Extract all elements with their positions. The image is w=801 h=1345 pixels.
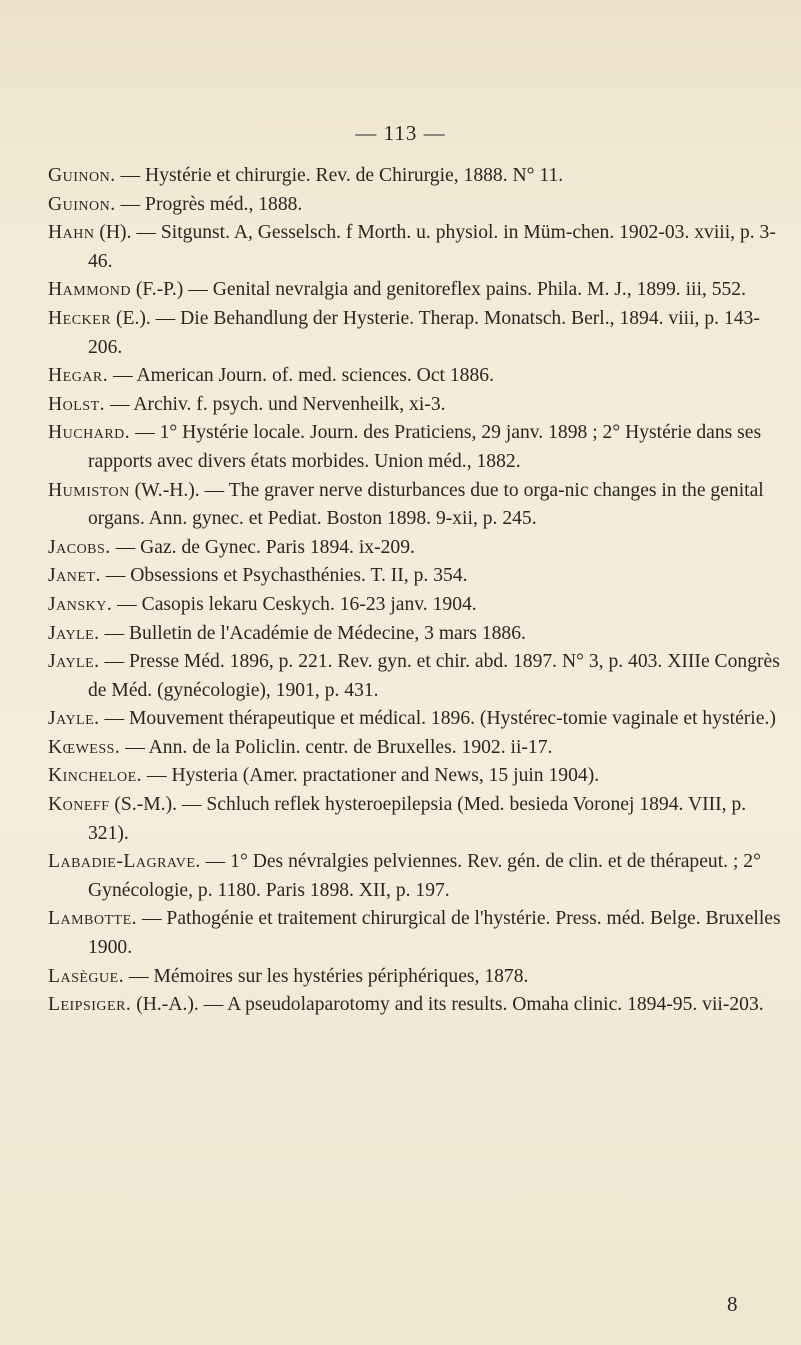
entry-author: Jacobs. <box>48 536 111 558</box>
bibliography-entry <box>48 391 783 420</box>
bibliography-entry <box>48 276 783 305</box>
entry-author: Jayle. <box>48 622 100 644</box>
signature-mark: 8 <box>727 1292 738 1316</box>
entry-author: Hecker <box>48 307 112 329</box>
entry-text: — Hysteria (Amer. practationer and News, 15 juin 1904). <box>142 765 600 787</box>
bibliography-entry <box>48 162 783 191</box>
entry-author: Hegar. <box>48 365 109 387</box>
entry-text: (W.-H.). — The graver nerve disturbances due to orga-nic changes in the genital organs. Ann. gynec. et Pediat. Boston 1898. 9-xii, p. 245. <box>88 479 764 530</box>
entry-author: Labadie-Lagrave. <box>48 851 201 873</box>
entry-text: — Ann. de la Policlin. centr. de Bruxelles. 1902. ii-17. <box>120 736 553 758</box>
entry-text: (H.-A.). — A pseudolaparotomy and its results. Omaha clinic. 1894-95. vii-203. <box>131 994 764 1016</box>
bibliography-entry <box>48 905 783 962</box>
entry-author: Hammond <box>48 279 131 301</box>
bibliography-entry <box>48 963 783 992</box>
entry-author: Janet. <box>48 565 101 587</box>
entry-author: Jayle. <box>48 708 100 730</box>
bibliography-entry <box>48 362 783 391</box>
entry-text: (H). — Sitgunst. A, Gesselsch. f Morth. u. physiol. in Müm-chen. 1902-03. xviii, p. 3-46. <box>88 222 776 272</box>
entry-text: (E.). — Die Behandlung der Hysterie. Therap. Monatsch. Berl., 1894. viii, p. 143-206. <box>88 307 760 358</box>
entry-author: Leipsiger. <box>48 994 132 1016</box>
bibliography-entry <box>48 791 783 848</box>
entry-text: — Bulletin de l'Académie de Médecine, 3 mars 1886. <box>99 622 526 644</box>
entry-text: — Progrès méd., 1888. <box>115 193 303 215</box>
bibliography-entry <box>48 219 783 276</box>
entry-text: — Presse Méd. 1896, p. 221. Rev. gyn. et chir. abd. 1897. N° 3, p. 403. XIIIe Congrès de Méd. (gynécologie), 1901, p. 431. <box>88 651 780 701</box>
entry-author: Kincheloe. <box>48 765 143 787</box>
entry-author: Guinon. <box>48 165 116 186</box>
entry-text: — Hystérie et chirurgie. Rev. de Chirurgie, 1888. N° 11. <box>115 165 564 186</box>
entry-author: Kœwess. <box>48 736 121 758</box>
bibliography-entry <box>48 648 783 705</box>
entry-author: Guinon. <box>48 193 116 215</box>
entry-author: Koneff <box>48 794 110 816</box>
entry-text: — Casopis lekaru Ceskych. 16-23 janv. 1904. <box>112 593 477 615</box>
entry-author: Lambotte. <box>48 908 138 930</box>
bibliography-entry <box>48 734 783 763</box>
entry-author: Hahn <box>48 222 95 244</box>
entry-text: — 1° Hystérie locale. Journ. des Praticiens, 29 janv. 1898 ; 2° Hystérie dans ses rapports avec divers états morbides. Union méd., 1882. <box>88 422 762 472</box>
page-number: — 113 — <box>355 121 446 145</box>
entry-author: Huchard. <box>48 422 131 444</box>
entry-author: Lasègue. <box>48 965 125 987</box>
bibliography-list <box>48 162 783 1020</box>
entry-author: Jansky. <box>48 593 113 615</box>
entry-author: Humiston <box>48 479 130 501</box>
entry-text: — Archiv. f. psych. und Nervenheilk, xi-3. <box>105 393 446 415</box>
entry-text: — Mémoires sur les hystéries périphériques, 1878. <box>124 965 529 987</box>
entry-author: Jayle. <box>48 651 100 673</box>
bibliography-entry <box>48 848 783 905</box>
bibliography-entry <box>48 305 783 362</box>
bibliography-entry <box>48 191 783 220</box>
bibliography-entry <box>48 477 783 534</box>
bibliography-entry <box>48 705 783 734</box>
entry-text: (F.-P.) — Genital nevralgia and genitoreflex pains. Phila. M. J., 1899. iii, 552. <box>131 279 746 301</box>
bibliography-entry <box>48 591 783 620</box>
entry-text: — Obsessions et Psychasthénies. T. II, p. 354. <box>100 565 468 587</box>
entry-text: — 1° Des névralgies pelviennes. Rev. gén. de clin. et de thérapeut. ; 2° Gynécologie, p. 1180. Paris 1898. XII, p. 197. <box>88 851 761 901</box>
bibliography-entry <box>48 991 783 1020</box>
entry-text: — American Journ. of. med. sciences. Oct 1886. <box>108 365 494 387</box>
bibliography-entry <box>48 419 783 476</box>
entry-text: (S.-M.). — Schluch reflek hysteroepilepsia (Med. besieda Voronej 1894. VIII, p. 321). <box>88 794 747 844</box>
bibliography-entry <box>48 620 783 649</box>
entry-text: — Gaz. de Gynec. Paris 1894. ix-209. <box>110 536 415 558</box>
bibliography-entry <box>48 534 783 563</box>
entry-text: — Pathogénie et traitement chirurgical de l'hystérie. Press. méd. Belge. Bruxelles 1900. <box>88 908 781 959</box>
bibliography-entry <box>48 562 783 591</box>
entry-author: Holst. <box>48 393 106 415</box>
bibliography-entry <box>48 762 783 791</box>
entry-text: — Mouvement thérapeutique et médical. 1896. (Hystérec-tomie vaginale et hystérie.) <box>99 708 776 730</box>
